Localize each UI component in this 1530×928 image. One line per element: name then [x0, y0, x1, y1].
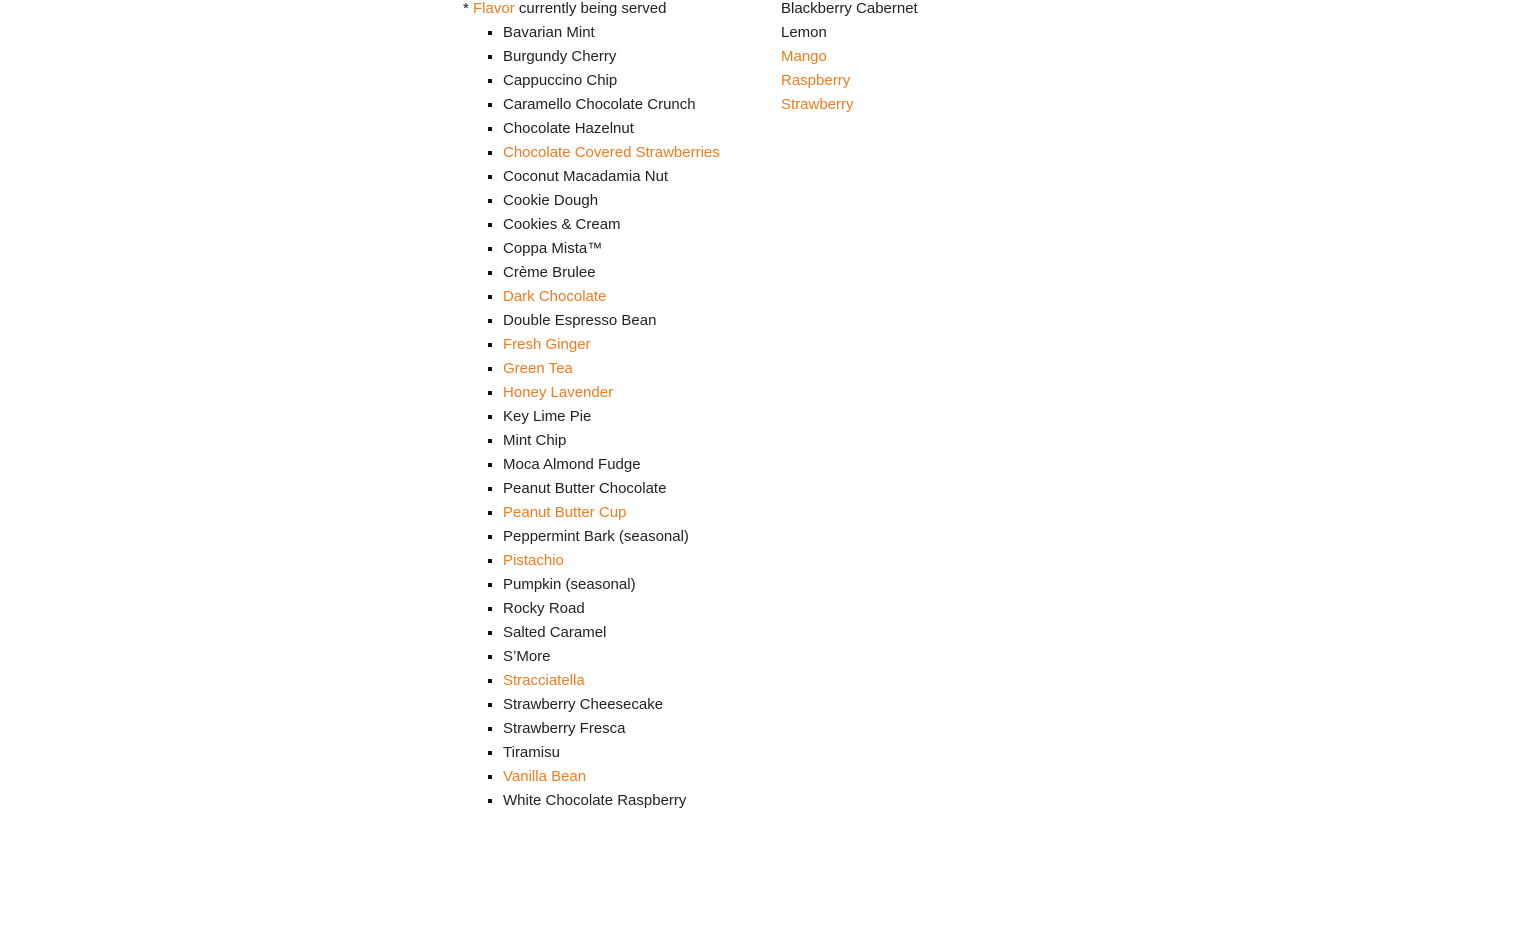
- secondary-flavor-item: Blackberry Cabernet: [781, 0, 918, 17]
- legend-text: currently being served: [518, 0, 667, 17]
- flavor-list-item: ▪ Chocolate Hazelnut: [503, 117, 763, 141]
- flavor-list-item: ▪ White Chocolate Raspberry: [503, 789, 763, 813]
- legend-flavor-word: Flavor: [473, 0, 515, 17]
- flavor-list-item: ▪ Crème Brulee: [503, 261, 763, 285]
- secondary-flavor-column: [781, 0, 1041, 117]
- flavor-list-item: ▪ Tiramisu: [503, 741, 763, 765]
- flavor-list-item: ▪ Honey Lavender: [503, 381, 763, 405]
- flavor-list-item: ▪ Green Tea: [503, 357, 763, 381]
- flavor-list-item: ▪ Rocky Road: [503, 597, 763, 621]
- flavor-list-item: ▪ Fresh Ginger: [503, 333, 763, 357]
- flavor-list-item: ▪ Pumpkin (seasonal): [503, 573, 763, 597]
- flavor-list-item: ▪ Strawberry Cheesecake: [503, 693, 763, 717]
- secondary-flavor-item: Lemon: [781, 24, 827, 41]
- flavor-list-item: ▪ Coppa Mista™: [503, 237, 763, 261]
- secondary-flavor-item: Raspberry: [781, 72, 851, 89]
- flavor-list-item: ▪ Caramello Chocolate Crunch: [503, 93, 763, 117]
- flavor-list-item: ▪ Salted Caramel: [503, 621, 763, 645]
- flavor-list-item: ▪ S’More: [503, 645, 763, 669]
- flavor-list-item: ▪ Chocolate Covered Strawberries: [503, 141, 763, 165]
- flavor-list-item: ▪ Strawberry Fresca: [503, 717, 763, 741]
- secondary-flavor-item: Mango: [781, 48, 827, 65]
- flavor-list-item: ▪ Burgundy Cherry: [503, 45, 763, 69]
- flavor-list-item: ▪ Cookies & Cream: [503, 213, 763, 237]
- flavor-list-item: ▪ Peppermint Bark (seasonal): [503, 525, 763, 549]
- secondary-flavor-item: Strawberry: [781, 96, 854, 113]
- flavor-list-item: ▪ Bavarian Mint: [503, 21, 763, 45]
- flavor-list-item: ▪ Pistachio: [503, 549, 763, 573]
- flavor-list-item: ▪ Mint Chip: [503, 429, 763, 453]
- legend-asterisk: *: [463, 0, 469, 17]
- flavor-list-item: ▪ Peanut Butter Chocolate: [503, 477, 763, 501]
- flavor-list-item: ▪ Dark Chocolate: [503, 285, 763, 309]
- main-flavor-list: [463, 21, 763, 813]
- flavor-list-item: ▪ Cookie Dough: [503, 189, 763, 213]
- flavor-list-item: ▪ Double Espresso Bean: [503, 309, 763, 333]
- main-flavor-column: [463, 0, 763, 813]
- flavor-list-item: ▪ Cappuccino Chip: [503, 69, 763, 93]
- served-legend: [463, 0, 763, 21]
- flavor-list-item: ▪ Key Lime Pie: [503, 405, 763, 429]
- flavor-list-item: ▪ Peanut Butter Cup: [503, 501, 763, 525]
- flavor-list-item: ▪ Coconut Macadamia Nut: [503, 165, 763, 189]
- flavor-list-item: ▪ Moca Almond Fudge: [503, 453, 763, 477]
- flavor-list-item: ▪ Vanilla Bean: [503, 765, 763, 789]
- flavor-list-item: ▪ Stracciatella: [503, 669, 763, 693]
